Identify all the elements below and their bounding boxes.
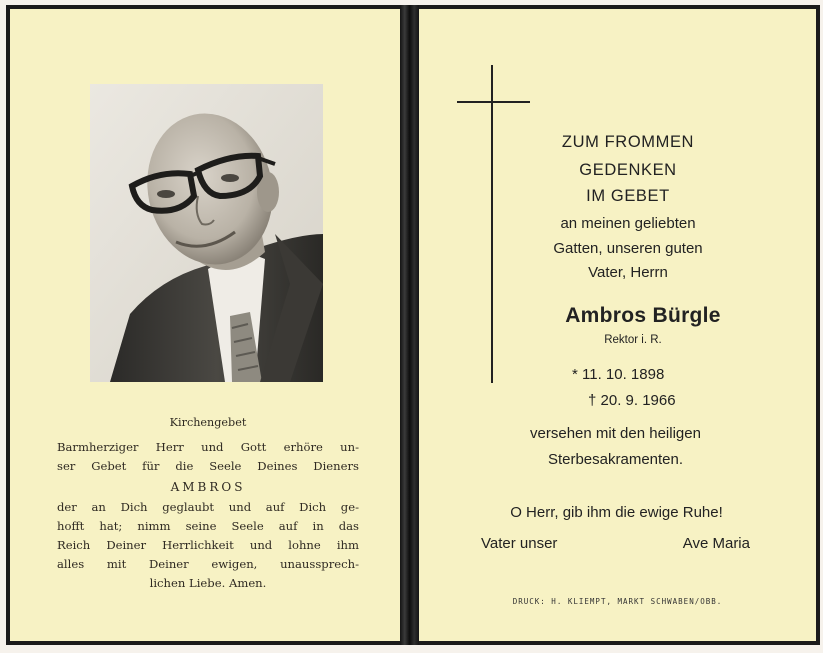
prayer-line: Barmherziger Herr und Gott erhöre un-: [57, 440, 359, 454]
sacrament-line-2: Sterbesakramenten.: [547, 451, 684, 468]
prayer-ave-maria: Ave Maria: [682, 535, 750, 552]
church-prayer: [57, 413, 359, 593]
prayer-line: Reich Deiner Herrlichkeit und lohne ihm: [57, 538, 359, 552]
portrait-photo: [90, 84, 323, 382]
intro-line-3: Vater, Herrn: [588, 264, 668, 281]
cross-icon-horizontal: [457, 101, 530, 103]
deceased-name: Ambros Bürgle: [565, 304, 721, 327]
prayer-vater-unser: Vater unser: [481, 535, 558, 552]
prayer-line: alles mit Deiner ewigen, unaussprech-: [57, 557, 359, 571]
frame-right: [816, 5, 820, 645]
heading-line-3: IM GEBET: [586, 187, 670, 205]
prayer-name: AMBROS: [170, 480, 246, 494]
prayer-heading: Kirchengebet: [169, 416, 247, 429]
intro-line-1: an meinen geliebten: [560, 215, 696, 232]
sacrament-line-1: versehen mit den heiligen: [530, 425, 701, 442]
cross-icon-vertical: [491, 65, 493, 383]
prayer-line: der an Dich geglaubt und auf Dich ge-: [57, 500, 359, 514]
printer-imprint: DRUCK: H. KLIEMPT, MARKT SCHWABEN/OBB.: [512, 597, 723, 606]
heading-line-2: GEDENKEN: [579, 161, 677, 179]
final-prayer: O Herr, gib ihm die ewige Ruhe!: [510, 504, 723, 521]
deceased-title: Rektor i. R.: [604, 334, 662, 346]
prayer-last-line: lichen Liebe. Amen.: [149, 576, 267, 590]
birth-date: * 11. 10. 1898: [572, 366, 665, 383]
prayer-line: ser Gebet für die Seele Deines Dieners: [57, 459, 359, 473]
prayer-line: hofft hat; nimm seine Seele auf in das: [57, 519, 359, 533]
death-date: † 20. 9. 1966: [588, 392, 676, 409]
card-fold: [400, 5, 419, 645]
intro-line-2: Gatten, unseren guten: [553, 240, 703, 257]
portrait-image: [90, 84, 323, 382]
heading-line-1: ZUM FROMMEN: [561, 133, 695, 151]
